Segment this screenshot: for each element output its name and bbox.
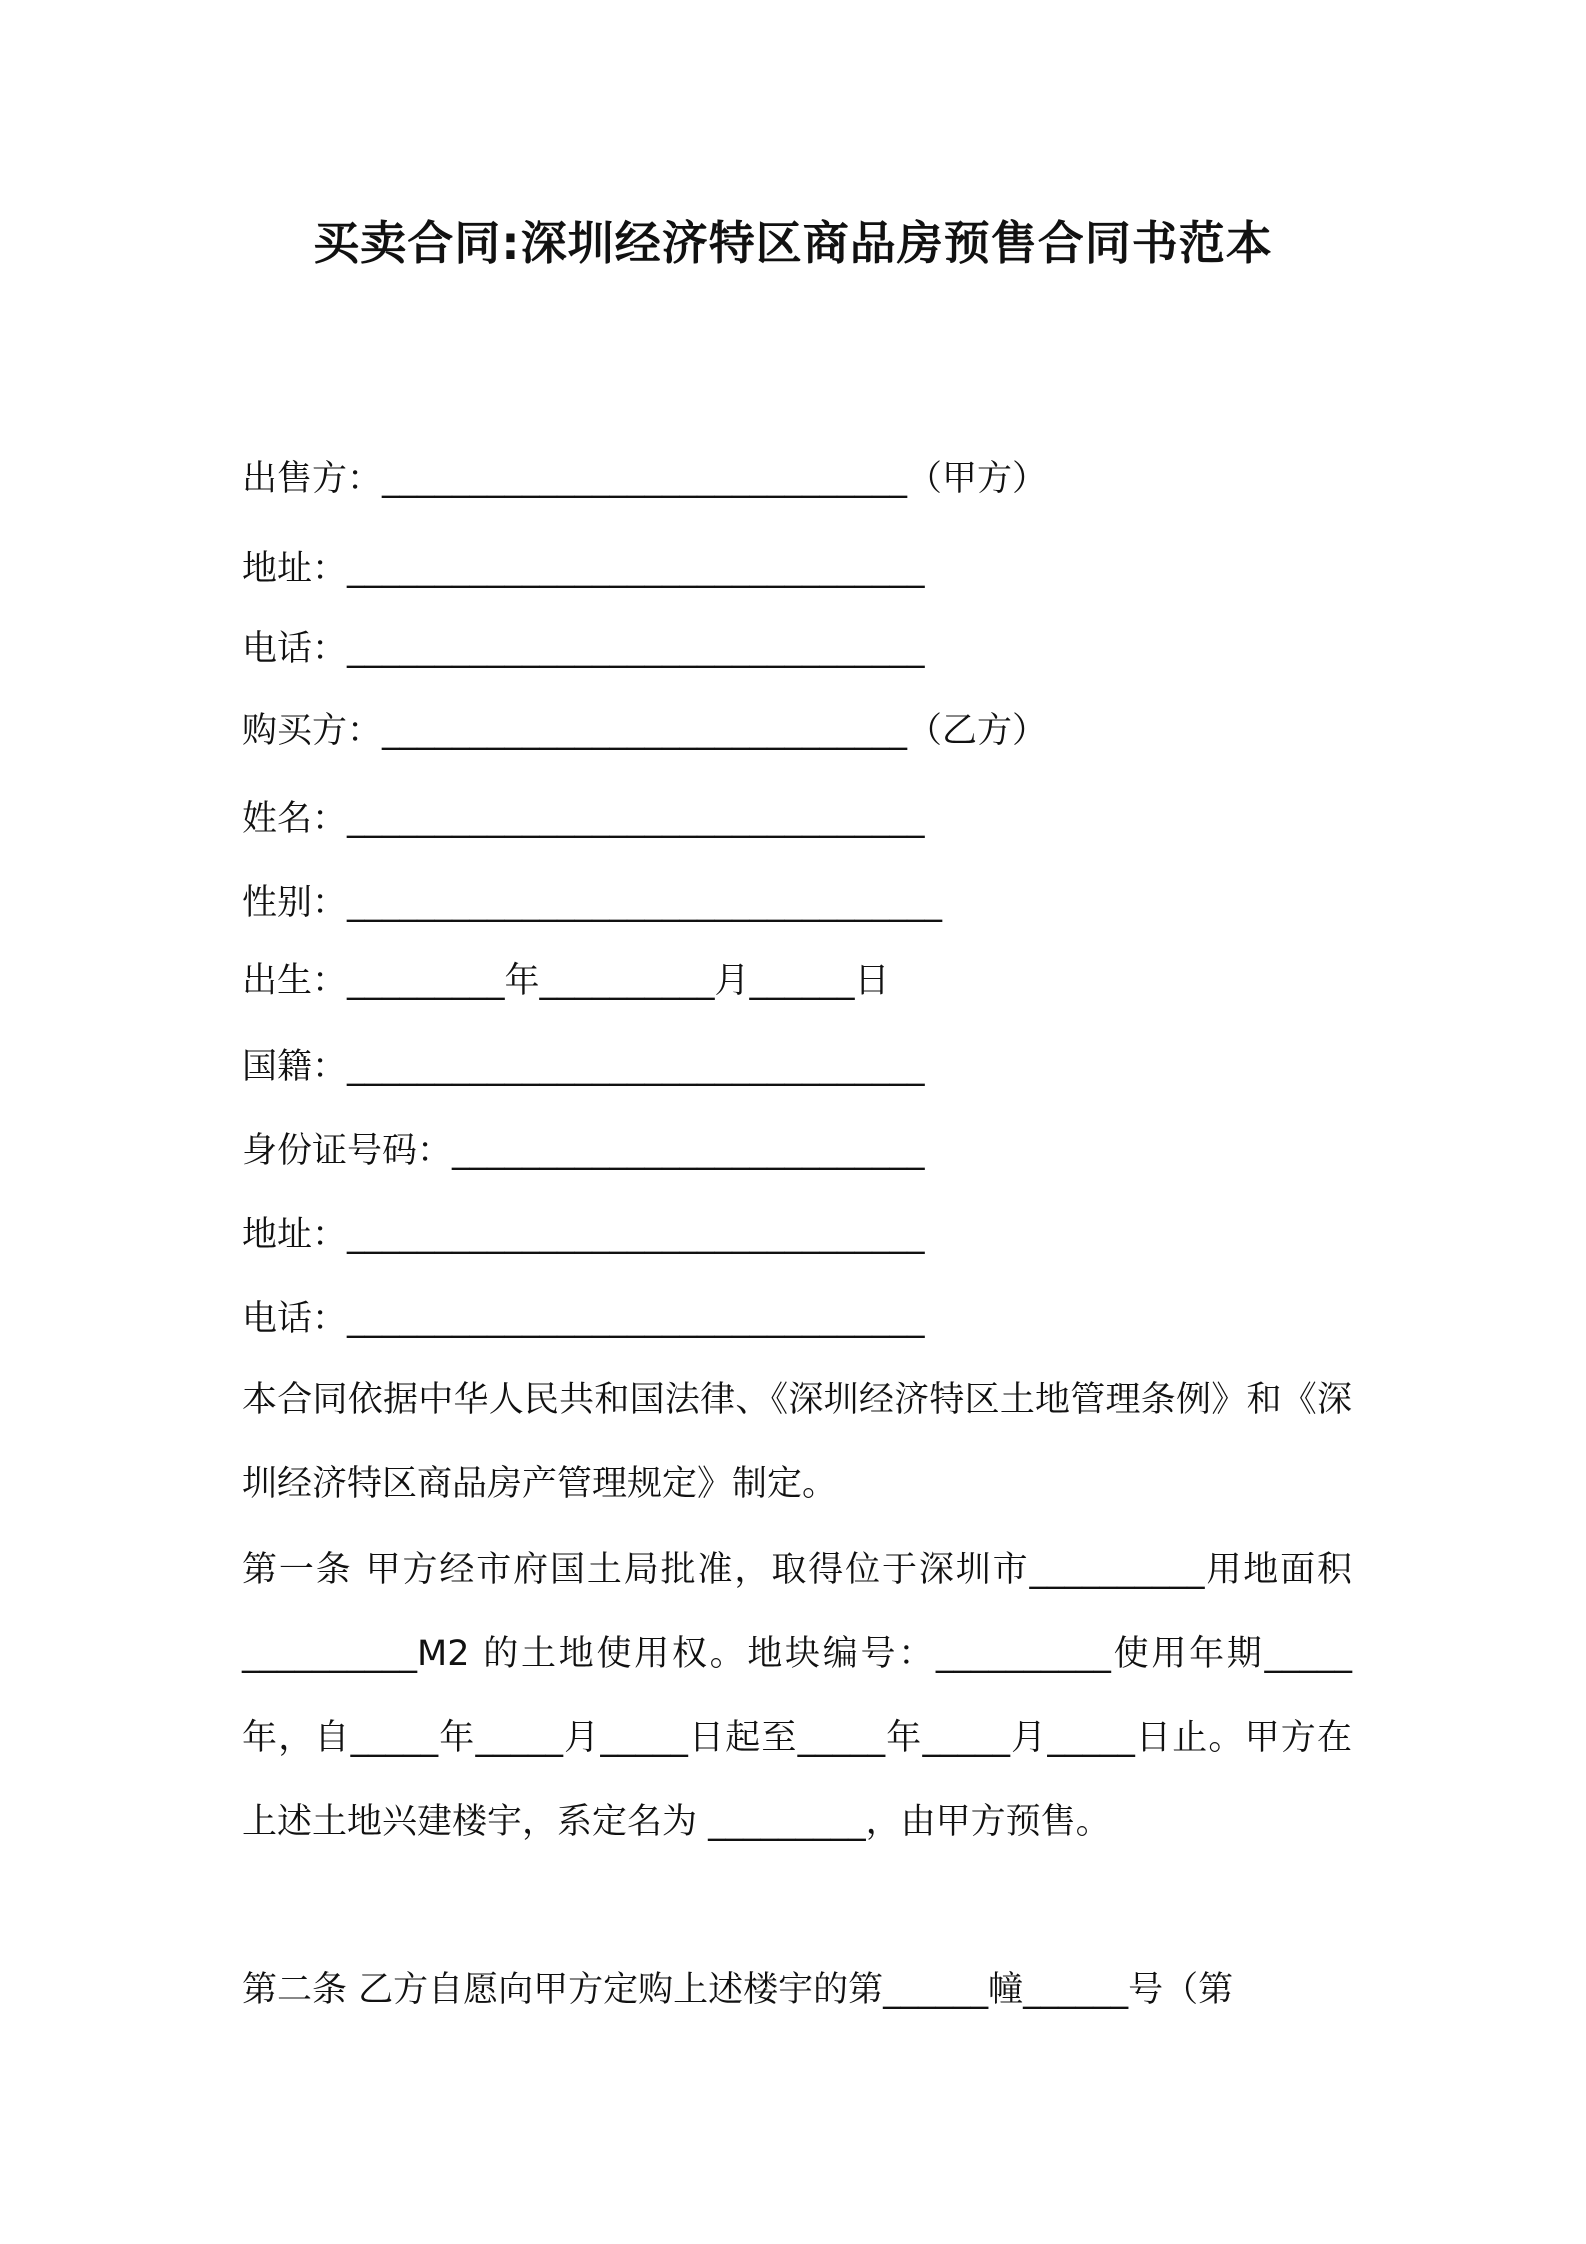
- buyer-name-field: 姓名：_________________________________: [242, 799, 925, 839]
- buyer-gender-field: 性别：__________________________________: [242, 883, 943, 923]
- buyer-field: 购买方：______________________________（乙方）: [242, 711, 1048, 751]
- buyer-id-number-field: 身份证号码：___________________________: [242, 1131, 925, 1171]
- buyer-address-field: 地址：_________________________________: [242, 1215, 925, 1255]
- document-title: 买卖合同:深圳经济特区商品房预售合同书范本: [313, 216, 1273, 270]
- buyer-phone-field: 电话：_________________________________: [242, 1299, 925, 1339]
- seller-address-field: 地址：_________________________________: [242, 549, 925, 589]
- article-one-paragraph: 第一条 甲方经市府国土局批准，取得位于深圳市__________用地面积__________M2 的土地使用权。地块编号：__________使用年期_____年，自_____年_____月_____日起至_____年_____月_____日止。甲方在上述土地兴建楼宇，系定名为 _________，由甲方预售。: [242, 1550, 1352, 1842]
- seller-field: 出售方：______________________________（甲方）: [242, 459, 1048, 499]
- buyer-birth-field: 出生：_________年__________月______日: [242, 961, 890, 1001]
- preamble-paragraph: 本合同依据中华人民共和国法律、《深圳经济特区土地管理条例》和《深圳经济特区商品房产管理规定》制定。: [242, 1380, 1352, 1504]
- article-two-paragraph: 第二条 乙方自愿向甲方定购上述楼宇的第______幢______号（第: [242, 1970, 1234, 2010]
- buyer-nationality-field: 国籍：_________________________________: [242, 1047, 925, 1087]
- seller-phone-field: 电话：_________________________________: [242, 629, 925, 669]
